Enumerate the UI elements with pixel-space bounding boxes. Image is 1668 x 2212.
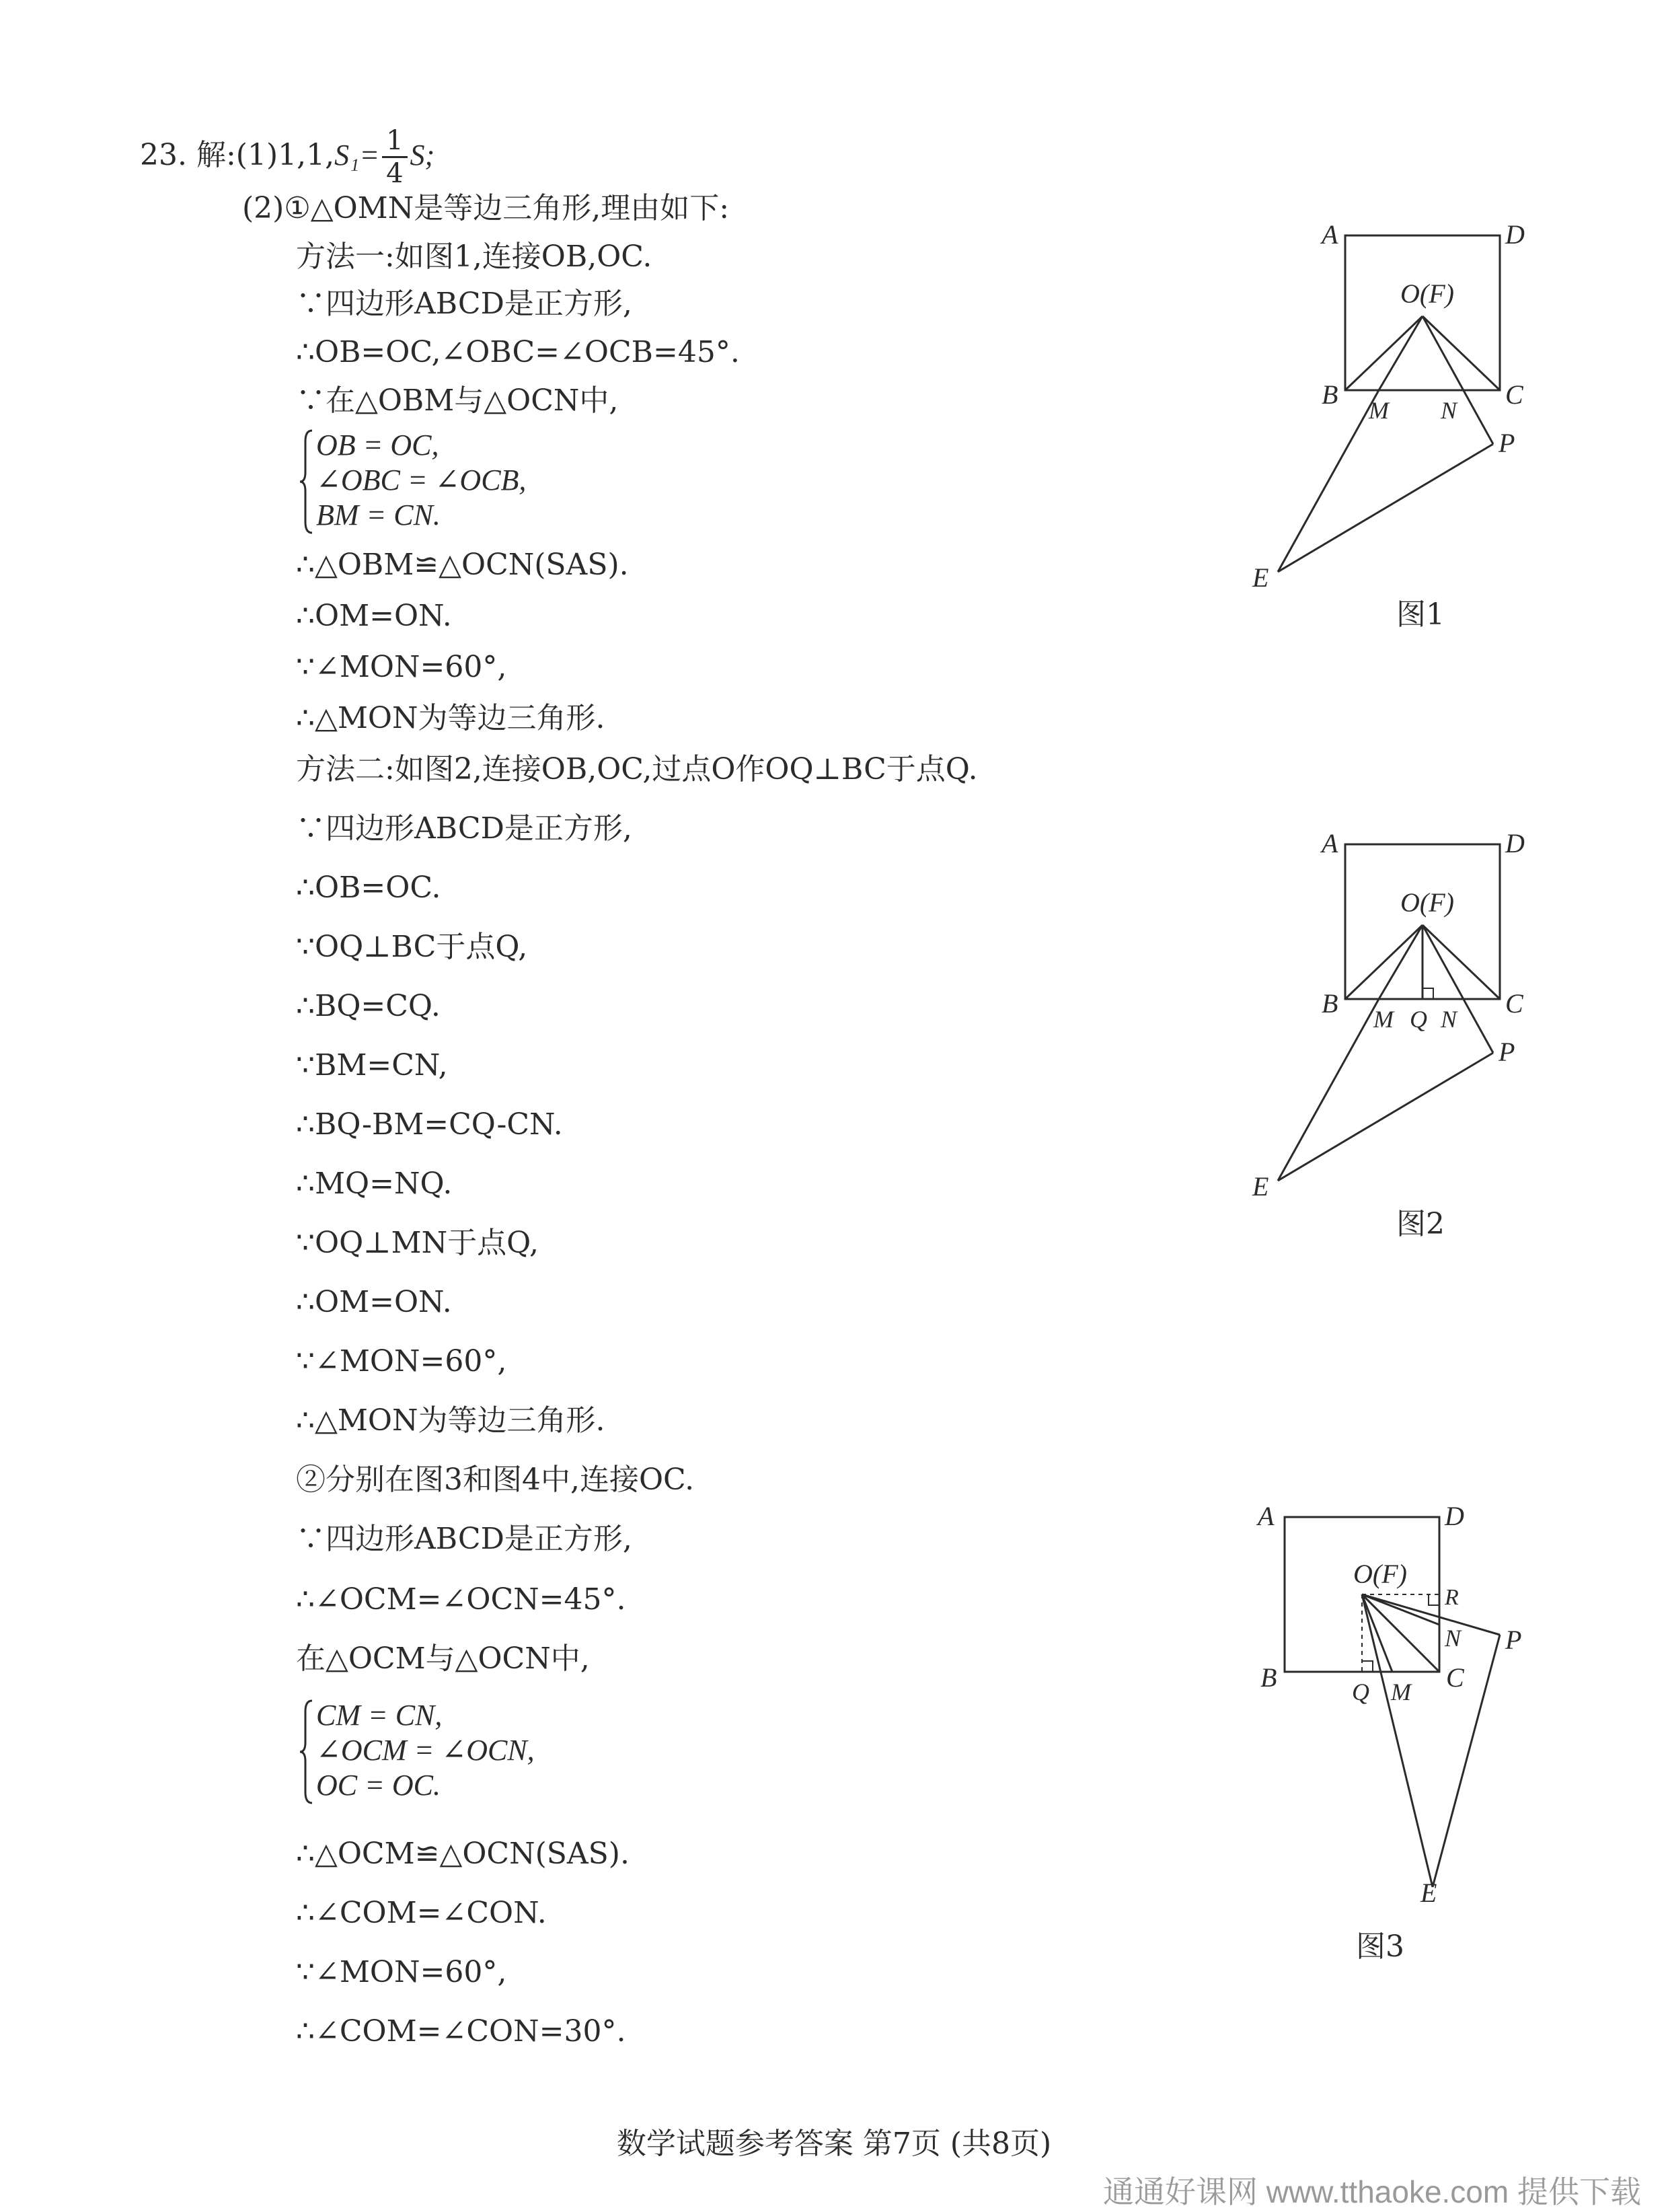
label-b: B: [1260, 1662, 1277, 1693]
label-r: R: [1445, 1585, 1459, 1610]
congruence-conditions-2: [299, 1698, 635, 1808]
condition-row: BM = CN.: [316, 499, 441, 531]
label-d: D: [1445, 1501, 1464, 1531]
label-p: P: [1505, 1625, 1522, 1655]
label-a: A: [1258, 1501, 1275, 1531]
brace-icon: [299, 1698, 313, 1806]
label-b: B: [1322, 379, 1338, 410]
proof-line: ∵∠MON=60°,: [296, 1955, 507, 1989]
label-q: Q: [1410, 1006, 1427, 1033]
proof-line: ∴OM=ON.: [296, 599, 452, 633]
fraction-one-quarter: [382, 125, 407, 189]
condition-row: OC = OC.: [316, 1769, 441, 1802]
proof-line: 方法一:如图1,连接OB,OC.: [296, 239, 652, 274]
proof-line: ∴BQ=CQ.: [296, 989, 441, 1023]
proof-line: ②分别在图3和图4中,连接OC.: [296, 1463, 695, 1497]
label-c: C: [1505, 988, 1523, 1019]
proof-line: ∵OQ⊥BC于点Q,: [296, 930, 528, 964]
figure-2-caption: 图2: [1396, 1207, 1445, 1241]
proof-line: ∴△OCM≌△OCN(SAS).: [296, 1837, 630, 1871]
figure-2: [1224, 811, 1533, 1214]
proof-line: ∴△MON为等边三角形.: [296, 701, 605, 735]
label-e: E: [1252, 1171, 1269, 1202]
label-m: M: [1373, 1006, 1394, 1033]
s1-symbol: S₁=: [334, 139, 380, 172]
figure-3-caption: 图3: [1356, 1929, 1404, 1964]
condition-row: ∠OCM = ∠OCN,: [316, 1734, 535, 1767]
fraction-numerator: 1: [382, 125, 407, 158]
proof-line: ∵∠MON=60°,: [296, 650, 507, 684]
watermark: 通通好课网 www.tthaoke.com 提供下载: [1102, 2174, 1641, 2209]
proof-line: ∵四边形ABCD是正方形,: [296, 287, 632, 321]
label-e: E: [1252, 562, 1269, 593]
label-p: P: [1499, 1037, 1515, 1067]
label-n: N: [1441, 397, 1457, 424]
s-symbol: S;: [410, 139, 435, 172]
label-o: O(F): [1353, 1559, 1407, 1589]
fraction-denominator: 4: [386, 158, 404, 189]
label-n: N: [1445, 1625, 1462, 1652]
condition-row: ∠OBC = ∠OCB,: [316, 464, 527, 496]
label-c: C: [1505, 379, 1523, 410]
figure-1: [1224, 202, 1533, 605]
label-a: A: [1322, 828, 1338, 858]
proof-line: ∴OB=OC.: [296, 871, 441, 905]
proof-line: (2)①△OMN是等边三角形,理由如下:: [242, 191, 730, 225]
proof-line: 方法二:如图2,连接OB,OC,过点O作OQ⊥BC于点Q.: [296, 752, 978, 786]
proof-line: ∵四边形ABCD是正方形,: [296, 811, 632, 846]
label-m: M: [1391, 1679, 1411, 1705]
proof-line: ∵四边形ABCD是正方形,: [296, 1522, 632, 1556]
label-c: C: [1446, 1662, 1464, 1693]
congruence-conditions-1: [299, 428, 635, 538]
label-q: Q: [1352, 1679, 1369, 1705]
label-d: D: [1505, 828, 1525, 858]
proof-line: ∴OB=OC,∠OBC=∠OCB=45°.: [296, 335, 740, 369]
question-label: 23. 解:: [140, 138, 236, 172]
label-m: M: [1369, 397, 1389, 424]
page-footer: 数学试题参考答案 第7页 (共8页): [616, 2127, 1052, 2161]
proof-line: ∵BM=CN,: [296, 1048, 448, 1082]
label-o: O(F): [1400, 887, 1454, 918]
proof-line: 在△OCM与△OCN中,: [296, 1642, 590, 1676]
proof-line: ∴OM=ON.: [296, 1285, 452, 1319]
proof-line: ∴∠OCM=∠OCN=45°.: [296, 1582, 626, 1617]
brace-icon: [299, 428, 313, 536]
label-o: O(F): [1400, 279, 1454, 309]
condition-row: OB = OC,: [316, 429, 439, 462]
proof-line: ∴MQ=NQ.: [296, 1167, 453, 1201]
proof-line: ∵OQ⊥MN于点Q,: [296, 1226, 539, 1260]
proof-line: ∴△OBM≌△OCN(SAS).: [296, 548, 629, 582]
proof-line: ∵在△OBM与△OCN中,: [296, 383, 619, 418]
label-a: A: [1322, 219, 1338, 250]
part1-line: [140, 125, 434, 189]
figure-3: [1231, 1490, 1540, 1907]
proof-line: ∴△MON为等边三角形.: [296, 1403, 605, 1438]
proof-line: ∵∠MON=60°,: [296, 1344, 507, 1378]
label-b: B: [1322, 988, 1338, 1019]
proof-line: ∴∠COM=∠CON=30°.: [296, 2014, 626, 2049]
proof-line: ∴BQ-BM=CQ-CN.: [296, 1107, 563, 1142]
label-n: N: [1441, 1006, 1457, 1033]
label-e: E: [1420, 1878, 1437, 1907]
proof-line: ∴∠COM=∠CON.: [296, 1896, 547, 1930]
label-p: P: [1499, 428, 1515, 458]
figure-1-caption: 图1: [1396, 597, 1445, 632]
label-d: D: [1505, 219, 1525, 250]
part1-values: (1)1,1,: [235, 138, 335, 172]
condition-row: CM = CN,: [316, 1699, 443, 1732]
